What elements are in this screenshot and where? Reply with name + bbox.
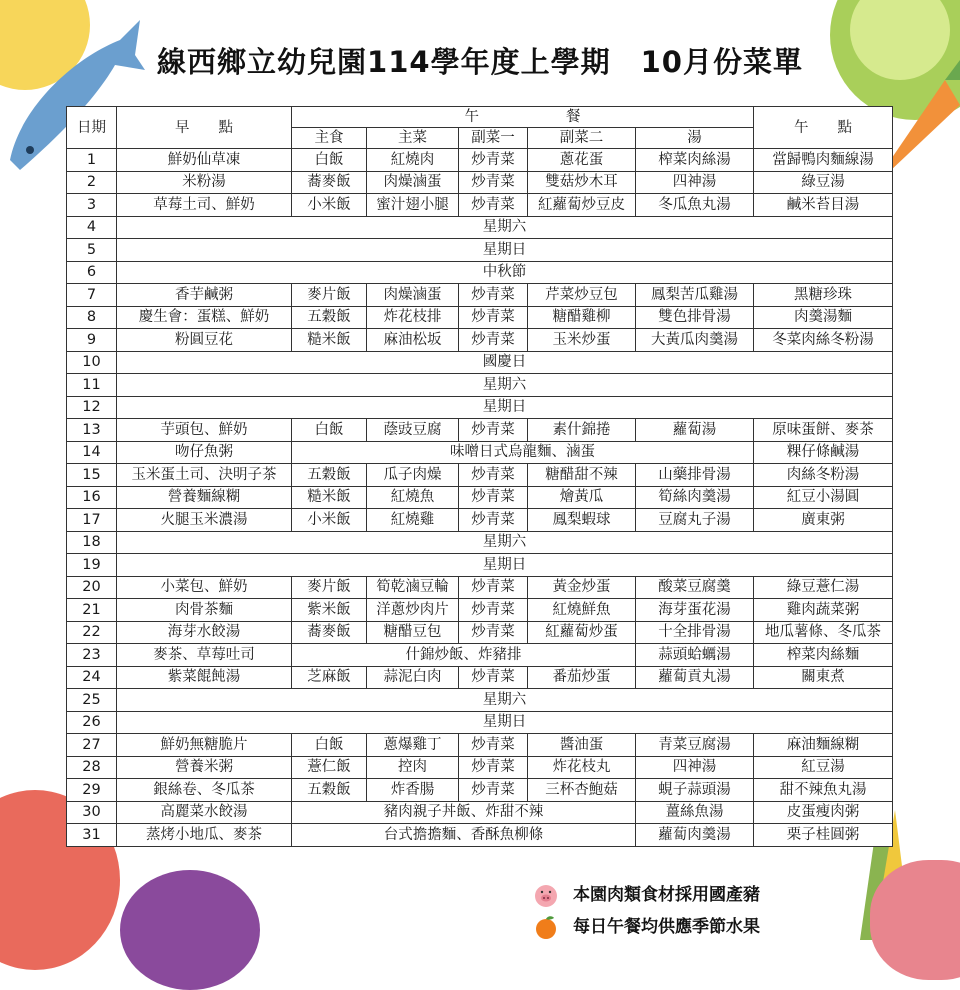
- staple-cell: 芝麻飯: [292, 666, 367, 689]
- orange-icon: [533, 914, 559, 940]
- breakfast-cell: 玉米蛋土司、決明子茶: [117, 464, 292, 487]
- staple-cell: 白飯: [292, 734, 367, 757]
- beet-icon: [120, 870, 260, 990]
- staple-cell: 糙米飯: [292, 329, 367, 352]
- staple-cell: 五穀飯: [292, 464, 367, 487]
- day-cell: 23: [67, 644, 117, 667]
- side-dish-1-cell: 炒青菜: [459, 329, 528, 352]
- side-dish-2-cell: 紅蘿蔔炒蛋: [528, 621, 636, 644]
- main-dish-cell: 蒜泥白肉: [367, 666, 459, 689]
- breakfast-cell: 麥茶、草莓吐司: [117, 644, 292, 667]
- table-row: [67, 621, 893, 644]
- side-dish-2-cell: 芹菜炒豆包: [528, 284, 636, 307]
- side-dish-1-cell: 炒青菜: [459, 486, 528, 509]
- staple-cell: 五穀飯: [292, 306, 367, 329]
- staple-cell: 蕎麥飯: [292, 171, 367, 194]
- main-dish-cell: 肉燥滷蛋: [367, 171, 459, 194]
- soup-cell: 大黃瓜肉羹湯: [636, 329, 754, 352]
- day-cell: 4: [67, 216, 117, 239]
- side-dish-2-cell: 紅蘿蔔炒豆皮: [528, 194, 636, 217]
- staple-cell: 五穀飯: [292, 779, 367, 802]
- snack-cell: 甜不辣魚丸湯: [754, 779, 893, 802]
- header-soup: 湯: [636, 128, 754, 149]
- main-dish-cell: 麻油松坂: [367, 329, 459, 352]
- soup-cell: 山藥排骨湯: [636, 464, 754, 487]
- soup-cell: 筍絲肉羹湯: [636, 486, 754, 509]
- breakfast-cell: 營養麵線糊: [117, 486, 292, 509]
- day-cell: 21: [67, 599, 117, 622]
- table-row: [67, 239, 893, 262]
- snack-cell: 肉羹湯麵: [754, 306, 893, 329]
- holiday-cell: 星期六: [117, 216, 893, 239]
- pork-note: 本園肉類食材採用國產豬: [573, 885, 760, 905]
- holiday-cell: 星期日: [117, 711, 893, 734]
- snack-cell: 原味蛋餅、麥茶: [754, 419, 893, 442]
- day-cell: 22: [67, 621, 117, 644]
- holiday-cell: 星期六: [117, 531, 893, 554]
- day-cell: 8: [67, 306, 117, 329]
- day-cell: 5: [67, 239, 117, 262]
- header-date: 日期: [67, 107, 117, 149]
- breakfast-cell: 芋頭包、鮮奶: [117, 419, 292, 442]
- day-cell: 15: [67, 464, 117, 487]
- soup-cell: 十全排骨湯: [636, 621, 754, 644]
- table-row: [67, 779, 893, 802]
- snack-cell: 當歸鴨肉麵線湯: [754, 149, 893, 172]
- table-row: [67, 419, 893, 442]
- breakfast-cell: 吻仔魚粥: [117, 441, 292, 464]
- side-dish-2-cell: 糖醋甜不辣: [528, 464, 636, 487]
- soup-cell: 豆腐丸子湯: [636, 509, 754, 532]
- soup-cell: 雙色排骨湯: [636, 306, 754, 329]
- table-row: [67, 306, 893, 329]
- table-row: [67, 171, 893, 194]
- staple-cell: 白飯: [292, 149, 367, 172]
- header-staple: 主食: [292, 128, 367, 149]
- lunch-combined-cell: 豬肉親子丼飯、炸甜不辣: [292, 801, 636, 824]
- side-dish-2-cell: 糖醋雞柳: [528, 306, 636, 329]
- side-dish-1-cell: 炒青菜: [459, 149, 528, 172]
- table-row: [67, 261, 893, 284]
- table-row: [67, 441, 893, 464]
- staple-cell: 白飯: [292, 419, 367, 442]
- main-dish-cell: 炸花枝排: [367, 306, 459, 329]
- meat-icon: [870, 860, 960, 980]
- table-row: [67, 689, 893, 712]
- snack-cell: 皮蛋瘦肉粥: [754, 801, 893, 824]
- side-dish-1-cell: 炒青菜: [459, 509, 528, 532]
- staple-cell: 小米飯: [292, 194, 367, 217]
- snack-cell: 鹹米苔目湯: [754, 194, 893, 217]
- snack-cell: 雞肉蔬菜粥: [754, 599, 893, 622]
- breakfast-cell: 米粉湯: [117, 171, 292, 194]
- lunch-combined-cell: 台式擔擔麵、香酥魚柳條: [292, 824, 636, 847]
- snack-cell: 地瓜薯條、冬瓜茶: [754, 621, 893, 644]
- table-row: [67, 666, 893, 689]
- table-row: [67, 509, 893, 532]
- day-cell: 20: [67, 576, 117, 599]
- header-breakfast: 早 點: [117, 107, 292, 149]
- staple-cell: 麥片飯: [292, 576, 367, 599]
- day-cell: 7: [67, 284, 117, 307]
- soup-cell: 榨菜肉絲湯: [636, 149, 754, 172]
- table-row: [67, 374, 893, 397]
- holiday-cell: 星期日: [117, 396, 893, 419]
- table-row: [67, 149, 893, 172]
- breakfast-cell: 高麗菜水餃湯: [117, 801, 292, 824]
- snack-cell: 冬菜肉絲冬粉湯: [754, 329, 893, 352]
- table-row: [67, 576, 893, 599]
- day-cell: 10: [67, 351, 117, 374]
- soup-cell: 蘿蔔肉羹湯: [636, 824, 754, 847]
- lunch-combined-cell: 味噌日式烏龍麵、滷蛋: [292, 441, 754, 464]
- holiday-cell: 國慶日: [117, 351, 893, 374]
- staple-cell: 麥片飯: [292, 284, 367, 307]
- breakfast-cell: 粉圓豆花: [117, 329, 292, 352]
- table-row: [67, 396, 893, 419]
- day-cell: 9: [67, 329, 117, 352]
- soup-cell: 蜆子蒜頭湯: [636, 779, 754, 802]
- side-dish-2-cell: 醬油蛋: [528, 734, 636, 757]
- day-cell: 3: [67, 194, 117, 217]
- snack-cell: 粿仔條鹹湯: [754, 441, 893, 464]
- side-dish-2-cell: 燴黃瓜: [528, 486, 636, 509]
- snack-cell: 肉絲冬粉湯: [754, 464, 893, 487]
- side-dish-1-cell: 炒青菜: [459, 576, 528, 599]
- table-row: [67, 284, 893, 307]
- soup-cell: 薑絲魚湯: [636, 801, 754, 824]
- pork-note-row: [533, 880, 760, 908]
- header-side2: 副菜二: [528, 128, 636, 149]
- holiday-cell: 星期六: [117, 689, 893, 712]
- table-row: [67, 531, 893, 554]
- holiday-cell: 星期日: [117, 239, 893, 262]
- breakfast-cell: 火腿玉米濃湯: [117, 509, 292, 532]
- staple-cell: 小米飯: [292, 509, 367, 532]
- main-dish-cell: 炸香腸: [367, 779, 459, 802]
- side-dish-2-cell: 黃金炒蛋: [528, 576, 636, 599]
- breakfast-cell: 海芽水餃湯: [117, 621, 292, 644]
- snack-cell: 紅豆小湯圓: [754, 486, 893, 509]
- table-row: [67, 351, 893, 374]
- day-cell: 1: [67, 149, 117, 172]
- main-dish-cell: 蜜汁翅小腿: [367, 194, 459, 217]
- soup-cell: 四神湯: [636, 171, 754, 194]
- header-snack: 午 點: [754, 107, 893, 149]
- lunch-combined-cell: 什錦炒飯、炸豬排: [292, 644, 636, 667]
- soup-cell: 四神湯: [636, 756, 754, 779]
- side-dish-1-cell: 炒青菜: [459, 621, 528, 644]
- breakfast-cell: 鮮奶無糖脆片: [117, 734, 292, 757]
- day-cell: 24: [67, 666, 117, 689]
- day-cell: 19: [67, 554, 117, 577]
- table-row: [67, 194, 893, 217]
- table-row: [67, 464, 893, 487]
- main-dish-cell: 蔭豉豆腐: [367, 419, 459, 442]
- main-dish-cell: 控肉: [367, 756, 459, 779]
- side-dish-2-cell: 三杯杏鮑菇: [528, 779, 636, 802]
- day-cell: 27: [67, 734, 117, 757]
- day-cell: 11: [67, 374, 117, 397]
- side-dish-1-cell: 炒青菜: [459, 419, 528, 442]
- snack-cell: 關東煮: [754, 666, 893, 689]
- day-cell: 28: [67, 756, 117, 779]
- snack-cell: 麻油麵線糊: [754, 734, 893, 757]
- side-dish-2-cell: 番茄炒蛋: [528, 666, 636, 689]
- staple-cell: 薏仁飯: [292, 756, 367, 779]
- table-row: [67, 734, 893, 757]
- breakfast-cell: 慶生會：蛋糕、鮮奶: [117, 306, 292, 329]
- side-dish-1-cell: 炒青菜: [459, 194, 528, 217]
- soup-cell: 蒜頭蛤蠣湯: [636, 644, 754, 667]
- header-main: 主菜: [367, 128, 459, 149]
- table-row: [67, 711, 893, 734]
- table-row: [67, 486, 893, 509]
- main-dish-cell: 肉燥滷蛋: [367, 284, 459, 307]
- soup-cell: 蘿蔔貢丸湯: [636, 666, 754, 689]
- day-cell: 6: [67, 261, 117, 284]
- table-row: [67, 801, 893, 824]
- holiday-cell: 星期六: [117, 374, 893, 397]
- day-cell: 29: [67, 779, 117, 802]
- staple-cell: 紫米飯: [292, 599, 367, 622]
- day-cell: 30: [67, 801, 117, 824]
- main-dish-cell: 糖醋豆包: [367, 621, 459, 644]
- day-cell: 26: [67, 711, 117, 734]
- day-cell: 13: [67, 419, 117, 442]
- day-cell: 25: [67, 689, 117, 712]
- day-cell: 31: [67, 824, 117, 847]
- table-row: [67, 824, 893, 847]
- soup-cell: 蘿蔔湯: [636, 419, 754, 442]
- breakfast-cell: 營養米粥: [117, 756, 292, 779]
- side-dish-1-cell: 炒青菜: [459, 666, 528, 689]
- main-dish-cell: 洋蔥炒肉片: [367, 599, 459, 622]
- table-row: [67, 329, 893, 352]
- fruit-note: 每日午餐均供應季節水果: [573, 917, 760, 937]
- snack-cell: 綠豆湯: [754, 171, 893, 194]
- side-dish-2-cell: 蔥花蛋: [528, 149, 636, 172]
- day-cell: 14: [67, 441, 117, 464]
- holiday-cell: 星期日: [117, 554, 893, 577]
- soup-cell: 海芽蛋花湯: [636, 599, 754, 622]
- day-cell: 16: [67, 486, 117, 509]
- main-dish-cell: 瓜子肉燥: [367, 464, 459, 487]
- soup-cell: 冬瓜魚丸湯: [636, 194, 754, 217]
- table-row: [67, 644, 893, 667]
- side-dish-1-cell: 炒青菜: [459, 779, 528, 802]
- breakfast-cell: 紫菜餛飩湯: [117, 666, 292, 689]
- pig-icon: [533, 882, 559, 908]
- side-dish-1-cell: 炒青菜: [459, 734, 528, 757]
- header-lunch: 午 餐: [292, 107, 754, 128]
- header-side1: 副菜一: [459, 128, 528, 149]
- snack-cell: 黑糖珍珠: [754, 284, 893, 307]
- day-cell: 12: [67, 396, 117, 419]
- main-dish-cell: 紅燒肉: [367, 149, 459, 172]
- table-row: [67, 216, 893, 239]
- table-row: [67, 554, 893, 577]
- breakfast-cell: 香芋鹹粥: [117, 284, 292, 307]
- side-dish-1-cell: 炒青菜: [459, 306, 528, 329]
- soup-cell: 酸菜豆腐羹: [636, 576, 754, 599]
- day-cell: 2: [67, 171, 117, 194]
- side-dish-2-cell: 紅燒鮮魚: [528, 599, 636, 622]
- holiday-cell: 中秋節: [117, 261, 893, 284]
- side-dish-1-cell: 炒青菜: [459, 171, 528, 194]
- soup-cell: 鳳梨苦瓜雞湯: [636, 284, 754, 307]
- snack-cell: 綠豆薏仁湯: [754, 576, 893, 599]
- snack-cell: 栗子桂圓粥: [754, 824, 893, 847]
- breakfast-cell: 銀絲卷、冬瓜茶: [117, 779, 292, 802]
- soup-cell: 青菜豆腐湯: [636, 734, 754, 757]
- side-dish-1-cell: 炒青菜: [459, 756, 528, 779]
- day-cell: 17: [67, 509, 117, 532]
- main-dish-cell: 蔥爆雞丁: [367, 734, 459, 757]
- fruit-note-row: [533, 912, 760, 940]
- table-row: [67, 599, 893, 622]
- breakfast-cell: 鮮奶仙草凍: [117, 149, 292, 172]
- breakfast-cell: 蒸烤小地瓜、麥茶: [117, 824, 292, 847]
- side-dish-2-cell: 玉米炒蛋: [528, 329, 636, 352]
- snack-cell: 紅豆湯: [754, 756, 893, 779]
- staple-cell: 蕎麥飯: [292, 621, 367, 644]
- main-dish-cell: 筍乾滷豆輪: [367, 576, 459, 599]
- side-dish-1-cell: 炒青菜: [459, 284, 528, 307]
- staple-cell: 糙米飯: [292, 486, 367, 509]
- page-title: 線西鄉立幼兒園114學年度上學期 10月份菜單: [157, 45, 803, 79]
- breakfast-cell: 小菜包、鮮奶: [117, 576, 292, 599]
- snack-cell: 廣東粥: [754, 509, 893, 532]
- main-dish-cell: 紅燒雞: [367, 509, 459, 532]
- day-cell: 18: [67, 531, 117, 554]
- side-dish-1-cell: 炒青菜: [459, 464, 528, 487]
- table-row: [67, 756, 893, 779]
- side-dish-2-cell: 鳳梨蝦球: [528, 509, 636, 532]
- side-dish-2-cell: 雙菇炒木耳: [528, 171, 636, 194]
- main-dish-cell: 紅燒魚: [367, 486, 459, 509]
- snack-cell: 榨菜肉絲麵: [754, 644, 893, 667]
- side-dish-1-cell: 炒青菜: [459, 599, 528, 622]
- breakfast-cell: 肉骨茶麵: [117, 599, 292, 622]
- side-dish-2-cell: 素什錦捲: [528, 419, 636, 442]
- side-dish-2-cell: 炸花枝丸: [528, 756, 636, 779]
- menu-table: [66, 106, 893, 847]
- breakfast-cell: 草莓土司、鮮奶: [117, 194, 292, 217]
